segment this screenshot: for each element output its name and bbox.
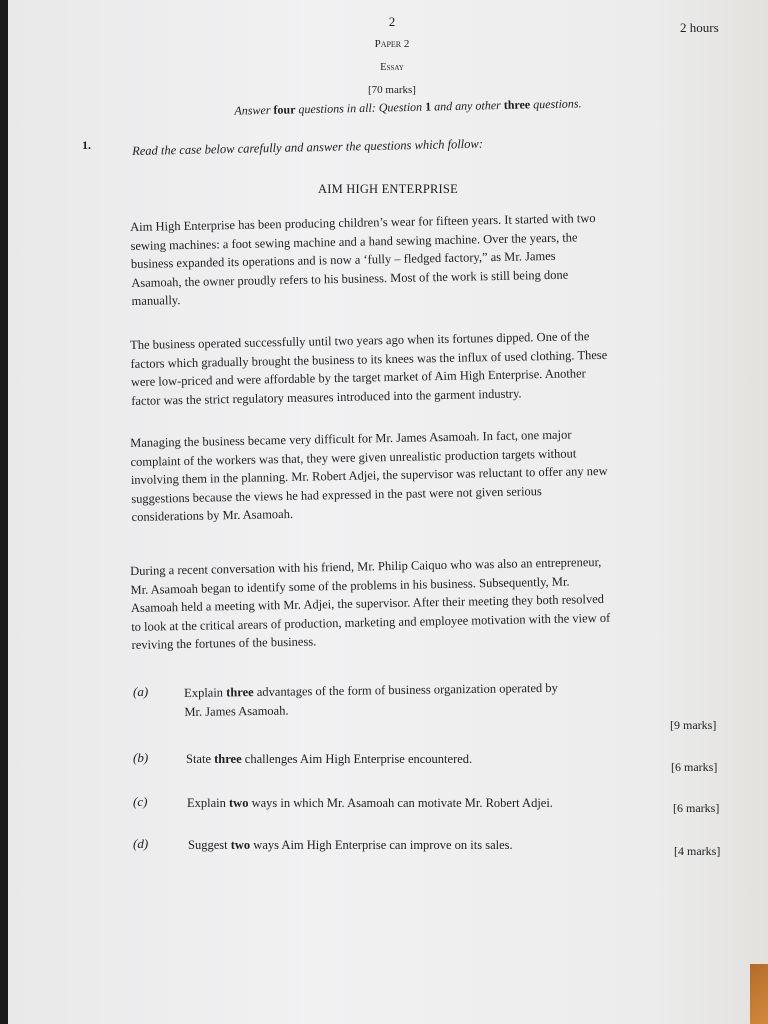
paragraph-line: reviving the fortunes of the business. (131, 634, 317, 652)
paragraph-line: manually. (131, 293, 181, 308)
exam-page (8, 0, 768, 1024)
sub-question-text: Explain two ways in which Mr. Asamoah can motivate Mr. Robert Adjei. (187, 796, 553, 810)
section-title: Essay (380, 62, 404, 73)
sub-question-text: Suggest two ways Aim High Enterprise can improve on its sales. (188, 838, 513, 852)
total-marks: [70 marks] (368, 84, 416, 96)
exam-duration: 2 hours (680, 20, 719, 35)
paragraph-line: were low-priced and were affordable by the target market of Aim High Enterprise. Another (130, 366, 586, 389)
case-paragraph (130, 423, 712, 527)
sub-question-text: Explain three advantages of the form of business organization operated by Mr. James Asamoah. (184, 680, 558, 719)
sub-question-label: (c) (133, 794, 148, 809)
paragraph-line: During a recent conversation with his friend, Mr. Philip Caiquo who was also an entrepreneur, (130, 554, 602, 578)
paragraph-line: Aim High Enterprise has been producing children’s wear for fifteen years. It started with two (130, 211, 596, 234)
case-title: AIM HIGH ENTERPRISE (318, 182, 458, 196)
case-paragraph (130, 207, 712, 311)
sub-question-label: (a) (133, 684, 149, 699)
paragraph-line: Asamoah held a meeting with Mr. Adjei, the supervisor. After their meeting they both resolved (130, 591, 605, 615)
paragraph-line: factor was the strict regulatory measures introduced into the garment industry. (131, 385, 522, 408)
paragraph-line: The business operated successfully until two years ago when its fortunes dipped. One of the (130, 329, 590, 352)
paper-title: Paper 2 (374, 38, 410, 50)
paragraph-line: considerations by Mr. Asamoah. (131, 506, 294, 524)
paragraph-line: Asamoah, the owner proudly refers to his business. Most of the work is still being done (131, 267, 569, 290)
paragraph-line: suggestions because the views he had expressed in the past were not given serious (131, 483, 542, 506)
exam-instructions: Answer four questions in all: Question 1 and any other three questions. (234, 96, 582, 118)
sub-question-text: State three challenges Aim High Enterprise encountered. (186, 752, 473, 766)
question-intro: Read the case below carefully and answer the questions which follow: (132, 136, 484, 158)
paragraph-line: complaint of the workers was that, they were given unrealistic production targets without (130, 445, 577, 469)
question-number: 1. (82, 138, 91, 152)
paragraph-line: business expanded its operations and is now a ‘fully – fledged factory,” as Mr. James (130, 248, 556, 271)
case-paragraph (130, 551, 712, 655)
paragraph-line: Mr. Asamoah began to identify some of the problems in his business. Subsequently, Mr. (130, 574, 570, 597)
sub-question-label: (d) (133, 836, 149, 851)
page-edge-shadow (750, 964, 768, 1024)
paragraph-line: involving them in the planning. Mr. Robert Adjei, the supervisor was reluctant to offer any new (130, 463, 608, 487)
paragraph-line: sewing machines: a foot sewing machine and a hand sewing machine. Over the years, the (130, 229, 578, 253)
paragraph-line: Managing the business became very difficult for Mr. James Asamoah. In fact, one major (130, 427, 572, 450)
sub-question-label: (b) (133, 750, 149, 765)
case-paragraph (130, 325, 711, 410)
paragraph-line: factors which gradually brought the business to its knees was the influx of used clothing. These (130, 347, 608, 371)
sub-question-marks: [9 marks] (670, 718, 717, 732)
sub-question-marks: [6 marks] (673, 801, 720, 815)
sub-question-marks: [6 marks] (671, 760, 718, 774)
page-number: 2 (388, 14, 396, 29)
paragraph-line: to look at the critical arears of production, marketing and employee motivation with the view of (131, 610, 611, 634)
sub-question-marks: [4 marks] (674, 844, 721, 858)
